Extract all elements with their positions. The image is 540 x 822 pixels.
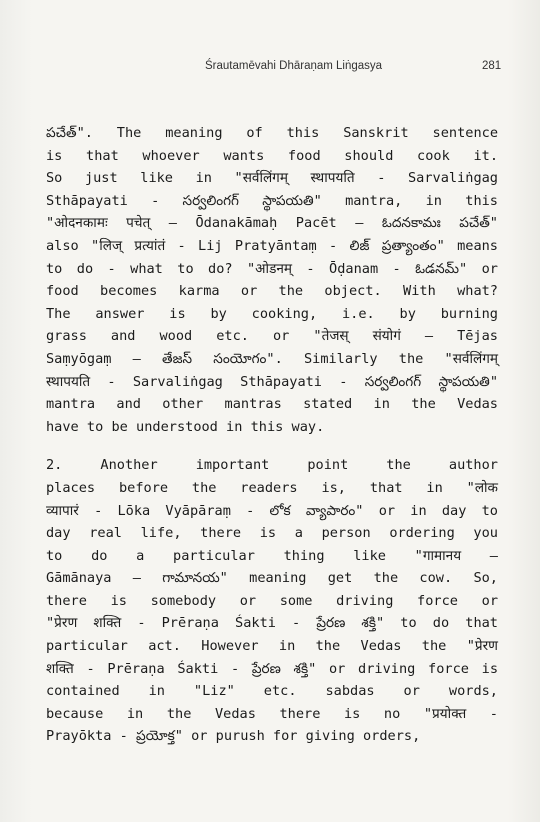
text-line: also "लिज् प्रत्यांतं - Lij Pratyāntaṃ - లిజ్ ప్రత్యాంతం" means bbox=[46, 237, 498, 254]
text-line: Saṃyōgaṃ – తేజస్ సంయోగం". Similarly the "सर्वलिंगम् bbox=[46, 350, 498, 367]
page-header bbox=[0, 60, 540, 78]
text-line: there is somebody or some driving force or bbox=[46, 592, 498, 609]
text-line: Prayōkta - ప్రయోక్త" or purush for giving orders, bbox=[46, 728, 421, 745]
text-line: The answer is by cooking, i.e. by burning bbox=[46, 305, 498, 322]
paragraph-gap bbox=[46, 438, 498, 454]
running-title: Śrautamēvahi Dhāraṇam Liṅgasya bbox=[205, 60, 383, 72]
text-line: places before the readers is, that in "लोक bbox=[46, 479, 498, 496]
text-line: व्यापारं - Lōka Vyāpāraṃ - లోక వ్యాపారం" or in day to bbox=[46, 502, 498, 519]
text-line: So just like in "सर्वलिंगम् स्थापयति - Sarvaliṅgag bbox=[46, 170, 498, 187]
text-line: शक्ति - Prēraṇa Śakti - ప్రేరణ శక్తి" or driving force is bbox=[46, 660, 498, 677]
page-number: 281 bbox=[482, 60, 502, 72]
text-line: పచేత్". The meaning of this Sanskrit sentence bbox=[46, 125, 498, 141]
text-line: because in the Vedas there is no "प्रयोक्त - bbox=[46, 705, 498, 722]
paragraph-1 bbox=[46, 122, 498, 438]
page-body bbox=[46, 122, 498, 748]
text-line: mantra and other mantras stated in the Vedas bbox=[46, 396, 498, 413]
text-line: day real life, there is a person ordering you bbox=[46, 525, 498, 542]
text-line: particular act. However in the Vedas the "प्रेरण bbox=[46, 638, 498, 655]
text-line: to do a particular thing like "गामानय – bbox=[46, 547, 498, 564]
text-line: Sthāpayati - సర్వలింగగ్ స్థాపయతి" mantra, in this bbox=[46, 192, 498, 209]
text-line: food becomes karma or the object. With what? bbox=[46, 283, 498, 300]
text-line: grass and wood etc. or "तेजस् संयोगं – Tējas bbox=[46, 328, 498, 345]
text-line: "प्रेरण शक्ति - Prēraṇa Śakti - ప్రేరణ శక్తి" to do that bbox=[46, 615, 498, 632]
text-line: "ओदनकामः पचेत् – Ōdanakāmaḥ Pacēt – ఓదనకామః పచేత్" bbox=[46, 215, 498, 232]
text-line: to do - what to do? "ओडनम् - Ōḍanam - ఓడనమ్" or bbox=[46, 260, 498, 277]
text-line: have to be understood in this way. bbox=[46, 418, 325, 435]
text-line: Gāmānaya – గామానయ" meaning get the cow. So, bbox=[46, 570, 498, 587]
text-line: contained in "Liz" etc. sabdas or words, bbox=[46, 683, 498, 700]
paragraph-2 bbox=[46, 454, 498, 748]
text-line: 2. Another important point the author bbox=[46, 457, 498, 474]
text-line: स्थापयति - Sarvaliṅgag Sthāpayati - సర్వలింగగ్ స్థాపయతి" bbox=[46, 373, 498, 390]
text-line: is that whoever wants food should cook it. bbox=[46, 147, 498, 164]
